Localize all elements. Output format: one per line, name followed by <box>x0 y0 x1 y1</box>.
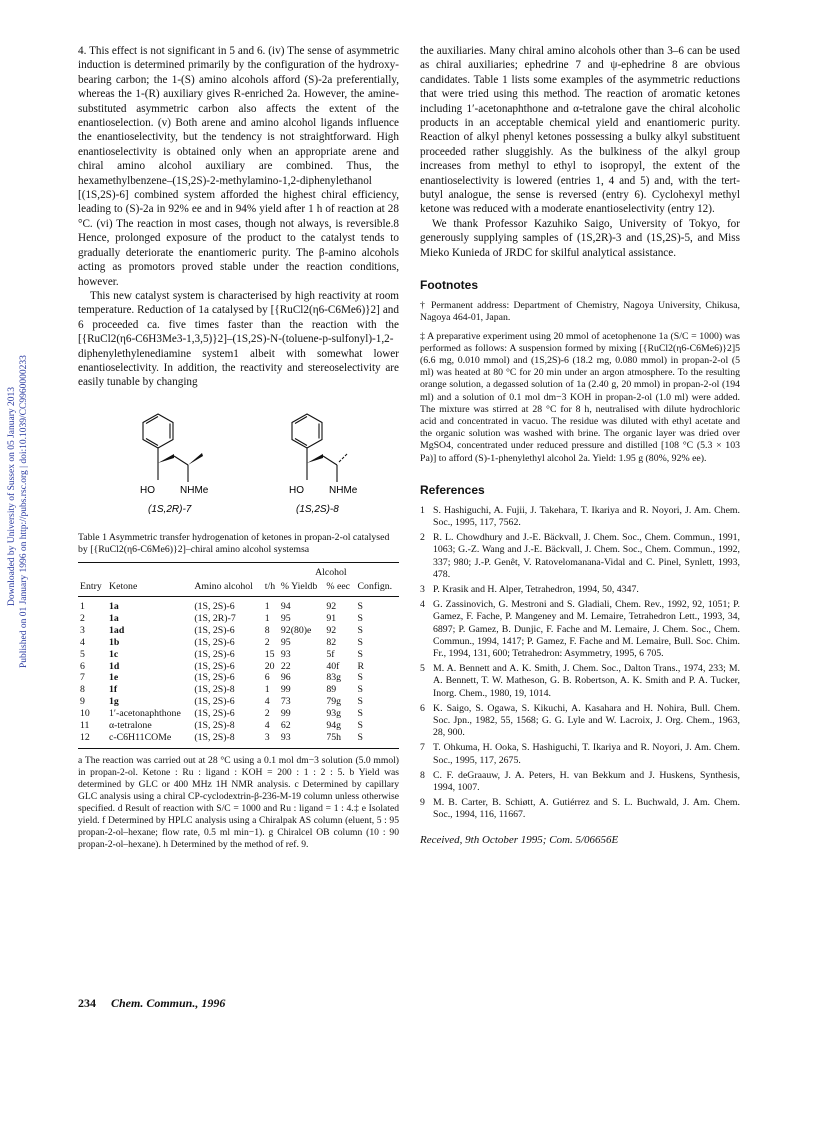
table-row <box>78 732 399 748</box>
table-cell: 96 <box>280 672 291 684</box>
table-cell: 7 <box>80 672 85 684</box>
table-cell: 62 <box>280 720 291 732</box>
table-footnotes: a The reaction was carried out at 28 °C using a 0.1 mol dm−3 solution (5.0 mmol) in propan-2-ol. Ketone : Ru : ligand : KOH = 200 : 1 : 2 : 5. b Yield was determined by GLC or 400 MHz 1H NMR analysis. c Determined by capillary GLC analysis using a chiral CP-cyclodextrin-β-236-M-19 column unless otherwise specified. d Result of reaction with S/C = 1000 and Ru : ligand = 1 : 4.‡ e Isolated yield. f Determined by HPLC analysis using a Chiralpak AS column (eluent, 5 : 95 propan-2-ol–hexane; flow rate, 0.5 ml min−1). g Chiralcel OB column (10 : 90 propan-2-ol–hexane). h Determined by the method of ref. 9. <box>78 754 399 850</box>
alcohol-group-header: Alcohol <box>263 563 399 580</box>
table-cell: 3 <box>263 732 279 748</box>
table-cell: 2 <box>264 636 270 648</box>
table-cell: S <box>357 600 363 612</box>
table-cell: S <box>357 696 363 708</box>
reference-item <box>420 599 740 660</box>
nhme-label-7: NHMe <box>180 484 209 496</box>
table-cell: 92 <box>326 600 337 612</box>
table-cell: S <box>356 732 399 748</box>
table-cell: 99 <box>280 684 291 696</box>
table-cell: S <box>357 684 363 696</box>
table-cell: 1 <box>264 612 270 624</box>
footnote-double-dagger: ‡ A preparative experiment using 20 mmol of acetophenone 1a (S/C = 1000) was performed as follows: A suspension formed by mixing [{RuCl2(η6-C6Me6)}2]5 (6.6 mg, 0.010 mmol) and (1S,2S)-6 (18.2 mg, 0.080 mmol) in propan-2-ol (5 ml) was heated at 80 °C for 20 min under an argon atmosphere. To the resulting orange solution, a degassed solution of 1a (2.40 g, 20 mmol) in propan-2-ol (194 ml) and a solution of 0.1 mol dm−3 KOH in propan-2-ol (1.0 ml) were added. The mixture was stirred at 28 °C for 8 h, neutralised with dilute hydrochloric acid and concentrated in vacuo. The residue was diluted with ethyl acetate and the organic solution was washed with brine. The organic layer was dried over MgSO4, concentrated under reduced pressure and distilled [108 °C (5.3 × 103 Pa)] to afford (S)-1-phenylethyl alcohol 2a. Yield: 1.95 g (80%, 92% ee). <box>420 330 740 464</box>
table-cell: 22 <box>280 660 291 672</box>
table-cell: 1d <box>109 660 120 672</box>
reference-item <box>420 532 740 581</box>
table-cell: (1S, 2R)-7 <box>194 612 236 624</box>
table-row <box>78 672 399 684</box>
published-notice: Published on 01 January 1996 on http://pubs.rsc.org | doi:10.1039/CC9960000233 <box>19 355 29 668</box>
table-cell: 1e <box>109 672 119 684</box>
table-cell: (1S, 2S)-6 <box>194 708 235 720</box>
table-cell: (1S, 2S)-8 <box>194 720 235 732</box>
table-cell: (1S, 2S)-6 <box>194 660 235 672</box>
table-cell: 5 <box>80 648 85 660</box>
table-cell: 6 <box>80 660 85 672</box>
table-cell: S <box>357 720 363 732</box>
reference-text: C. F. deGraauw, J. A. Peters, H. van Bekkum and J. Huskens, Synthesis, 1994, 1007. <box>433 769 740 793</box>
table-cell: 1a <box>109 600 119 612</box>
table-cell: 9 <box>80 696 85 708</box>
reference-number: 9 <box>420 797 425 809</box>
page-footer <box>78 996 225 1011</box>
table-cell: 10 <box>80 708 90 720</box>
table-cell: 1f <box>109 684 118 696</box>
reference-number: 8 <box>420 769 425 781</box>
compound-label-8: (1S,2S)-8 <box>296 503 339 515</box>
table-cell: S <box>357 708 363 720</box>
references-heading: References <box>420 482 485 497</box>
table-cell: 6 <box>264 672 270 684</box>
table-cell: S <box>357 624 363 636</box>
table-cell: 15 <box>264 648 275 660</box>
reference-number: 2 <box>420 532 425 544</box>
table-cell: 8 <box>264 624 270 636</box>
reference-text: S. Hashiguchi, A. Fujii, J. Takehara, T. Ikariya and R. Noyori, J. Am. Chem. Soc., 1995, 117, 7562. <box>433 504 740 528</box>
reference-text: T. Ohkuma, H. Ooka, S. Hashiguchi, T. Ikariya and R. Noyori, J. Am. Chem. Soc., 1995, 117, 2675. <box>433 742 740 766</box>
body-paragraph-1: 4. This effect is not significant in 5 and 6. (iv) The sense of asymmetric induction is determined primarily by the configuration of the hydroxy-bearing carbon; the 1-(S) amino alcohols afford (S)-2a preferentially, whereas the 1-(R) auxiliary gives R-enriched 2a. However, the amine-substituted asymmetric carbon also affects the extent of the enantioselection. (v) Both arene and amino alcohol ligands influence the enantioselectivity, but the tendency is not straightforward. High enantioselectivity is obtained only when an appropriate arene and chiral amino alcohol auxiliary are combined. Thus, the hexamethylbenzene–(1S,2S)-2-methylamino-1,2-diphenylethanol [(1S,2S)-6] combined system afforded the highest chiral efficiency, leading to (S)-2a in 92% ee and in 94% yield after 1 h of reaction at 28 °C. (vi) The reaction in most cases, though not always, is reversible.8 Hence, prolonged exposure of the product to the catalyst tends to gradually deteriorate the enantiomeric purity. The β-amino alcohols acting as promotors proved stable under the reaction conditions, however. <box>78 45 399 288</box>
table-cell: 1′-acetonaphthone <box>109 708 181 720</box>
right-column <box>420 44 740 846</box>
reference-number: 6 <box>420 702 425 714</box>
table-cell: (1S, 2S)-8 <box>194 684 235 696</box>
table-cell: 95 <box>280 636 291 648</box>
table-cell: R <box>357 660 365 672</box>
table-cell: 91 <box>326 612 337 624</box>
table-cell: 83g <box>326 672 342 684</box>
table-cell: (1S, 2S)-6 <box>194 600 235 612</box>
header-ee: % eec <box>324 580 355 596</box>
table-cell: 93 <box>280 648 291 660</box>
table-row <box>78 708 399 720</box>
table-cell: 20 <box>264 660 275 672</box>
table-cell: 1c <box>109 648 119 660</box>
reference-text: G. Zassinovich, G. Mestroni and S. Gladiali, Chem. Rev., 1992, 92, 1051; P. Gamez, F. Fache, P. Mangeney and M. Lemaire, Tetrahedron Lett., 1993, 34, 6897; P. Gamez, B. Dunjic, F. Fache and M. Lemaire, J. Chem. Soc., Chem. Commun., 1994, 1417; P. Gamez, F. Fache and M. Lemaire, Bull. Soc. Chim. Fr., 1994, 131, 600; Tetrahedron: Asymmetry, 1995, 6 705. <box>433 599 740 659</box>
table-cell: S <box>357 672 363 684</box>
body-paragraph-3: the auxiliaries. Many chiral amino alcohols other than 3–6 can be used as chiral auxiliaries; ephedrine 7 and ψ-ephedrine 8 are obvious candidates. Table 1 lists some examples of the asymmetric reductions that were tried using this method. The reaction of aromatic ketones including 1′-acetonaphthone and α-tetralone gave the chiral alcoholic products in an acceptable chemical yield and enantiomeric purity. Reaction of alkyl phenyl ketones possessing a bulky alkyl substituent proceeded rather sluggishly. As the bulkiness of the alkyl group increases from methyl to ethyl to isopropyl, the extent of the enantioselectivity is lowered (entries 1, 4 and 5) and, with the tert-butyl analogue, the sense is reversed (entry 6). Cyclohexyl methyl ketone was reduced with a moderate enantioselectivity (entry 12). <box>420 45 740 216</box>
table-cell: 4 <box>80 636 85 648</box>
table-cell: 93g <box>326 708 342 720</box>
table-row <box>78 684 399 696</box>
received-line: Received, 9th October 1995; Com. 5/06656E <box>420 833 619 846</box>
table-caption: Table 1 Asymmetric transfer hydrogenation of ketones in propan-2-ol catalysed by [{RuCl2(η6-C6Me6)}2]–chiral amino alcohol systemsa <box>78 531 390 555</box>
body-paragraph-2: This new catalyst system is characterised by high reactivity at room temperature. Reduction of 1a catalysed by [{RuCl2(η6-C6Me6)}2] and 6 proceeded ca. five times faster than the reaction with the [{RuCl2(η6-C6H3Me3-1,3,5)}2]–(1S,2S)-N-(toluene-p-sulfonyl)-1,2-diphenylethylenediamine system1 albeit with somewhat lower enantioselectivity. In addition, the reactivity and stereoselectivity are easily tunable by changing <box>78 289 399 389</box>
benzene-ring-8 <box>292 414 322 448</box>
references-list <box>420 505 740 822</box>
table-row <box>78 696 399 708</box>
table-cell: S <box>357 648 363 660</box>
benzene-ring-7 <box>143 414 173 448</box>
table-cell: 93 <box>279 732 324 748</box>
table-cell: (1S, 2S)-6 <box>194 672 235 684</box>
page-number: 234 <box>78 996 96 1010</box>
table-body <box>78 596 399 748</box>
ho-label-8: HO <box>289 484 304 496</box>
reference-item <box>420 703 740 740</box>
table-row <box>78 625 399 637</box>
table-cell: S <box>357 636 363 648</box>
reference-text: R. L. Chowdhury and J.-E. Bäckvall, J. Chem. Soc., Chem. Commun., 1991, 1063; G.-Z. Wang and J.-E. Bäckvall, J. Chem. Soc., Chem. Commun., 1992, 337; 980; J.-P. Genêt, V. Ratovelomanana-Vidal and C. Pinel, Synlett, 1993, 478. <box>433 532 740 580</box>
table-cell: 99 <box>280 708 291 720</box>
reference-item <box>420 584 740 596</box>
table-cell: 75h <box>324 732 355 748</box>
table-cell: 1g <box>109 696 119 708</box>
table-row <box>78 661 399 673</box>
table-cell: 3 <box>80 624 85 636</box>
reference-text: M. A. Bennett and A. K. Smith, J. Chem. Soc., Dalton Trans., 1974, 233; M. A. Bennett, T. W. Matheson, G. B. Robertson, A. K. Smith and P. A. Tucker, Inorg. Chem., 1980, 19, 1014. <box>433 663 740 699</box>
compound-label-7: (1S,2R)-7 <box>148 503 192 515</box>
reference-number: 7 <box>420 742 425 754</box>
header-amino-alcohol: Amino alcohol <box>192 580 262 596</box>
structures-svg <box>78 396 399 526</box>
left-column <box>78 44 399 851</box>
table-cell: 1 <box>264 684 270 696</box>
table-row <box>78 596 399 612</box>
table-cell: 94g <box>326 720 342 732</box>
acknowledgement-paragraph: We thank Professor Kazuhiko Saigo, University of Tokyo, for generously supplying samples of (1S,2R)-3 and (1S,2S)-5, and Miss Mieko Kunieda of JRDC for skilful analytical assistance. <box>420 217 740 259</box>
table-cell: 12 <box>78 732 107 748</box>
reference-text: M. B. Carter, B. Schiøtt, A. Gutiérrez and S. L. Buchwald, J. Am. Chem. Soc., 1994, 116, 11667. <box>433 797 740 821</box>
table-cell: 92(80)e <box>280 624 312 636</box>
table-cell: 2 <box>264 708 270 720</box>
table-cell: 40f <box>326 660 340 672</box>
reference-item <box>420 797 740 821</box>
table-cell: α-tetralone <box>109 720 152 732</box>
table-cell: 1 <box>264 600 270 612</box>
header-ketone: Ketone <box>107 580 192 596</box>
table-row <box>78 649 399 661</box>
reference-number: 4 <box>420 599 425 611</box>
table-cell: 5f <box>326 648 335 660</box>
footnote-dagger: † Permanent address: Department of Chemistry, Nagoya University, Chikusa, Nagoya 464-01, Japan. <box>420 300 740 324</box>
table-cell: 2 <box>80 612 85 624</box>
journal-name: Chem. Commun., 1996 <box>111 996 226 1010</box>
nhme-label-8: NHMe <box>329 484 358 496</box>
header-yield: % Yieldb <box>279 580 324 596</box>
reference-number: 3 <box>420 583 425 595</box>
table-cell: 4 <box>264 720 270 732</box>
structure-figure <box>78 396 399 526</box>
table-cell: 1b <box>109 636 120 648</box>
table-cell: (1S, 2S)-6 <box>194 648 235 660</box>
reference-number: 5 <box>420 663 425 675</box>
reference-item <box>420 663 740 700</box>
table-cell: c-C6H11COMe <box>107 732 192 748</box>
table-cell: 1ad <box>109 624 125 636</box>
reference-text: K. Saigo, S. Ogawa, S. Kikuchi, A. Kasahara and H. Nohira, Bull. Chem. Soc. Jpn., 1982, 55, 1568; G. G. Lyle and W. Lacroix, J. Org. Chem., 1963, 28, 900. <box>433 702 740 739</box>
table-cell: 1a <box>109 612 119 624</box>
reference-item <box>420 742 740 766</box>
table-row <box>78 720 399 732</box>
table-cell: 79g <box>326 696 342 708</box>
table-cell: 94 <box>280 600 291 612</box>
table-cell: (1S, 2S)-6 <box>194 696 235 708</box>
header-time: t/h <box>263 580 279 596</box>
table-cell: 1 <box>80 600 85 612</box>
table-cell: 92 <box>326 624 337 636</box>
reference-text: P. Krasik and H. Alper, Tetrahedron, 1994, 50, 4347. <box>433 583 639 595</box>
table-cell: (1S, 2S)-6 <box>194 624 235 636</box>
table-cell: 95 <box>280 612 291 624</box>
table-cell: 89 <box>326 684 337 696</box>
table-cell: 11 <box>80 720 90 732</box>
downloaded-notice: Downloaded by University of Sussex on 05 January 2013 <box>7 386 17 606</box>
table-cell: 73 <box>280 696 291 708</box>
table-cell: 82 <box>326 636 337 648</box>
ho-label-7: HO <box>140 484 155 496</box>
header-config: Confign. <box>356 580 399 596</box>
results-table <box>78 562 399 749</box>
reference-item <box>420 770 740 794</box>
table-cell: 8 <box>80 684 85 696</box>
table-cell: (1S, 2S)-8 <box>192 732 262 748</box>
table-row <box>78 613 399 625</box>
table-row <box>78 637 399 649</box>
header-entry: Entry <box>78 580 107 596</box>
table-cell: S <box>357 612 363 624</box>
download-watermark <box>0 0 30 1128</box>
table-cell: (1S, 2S)-6 <box>194 636 235 648</box>
table-cell: 4 <box>264 696 270 708</box>
footnotes-heading: Footnotes <box>420 278 478 293</box>
reference-number: 1 <box>420 504 425 516</box>
reference-item <box>420 505 740 529</box>
